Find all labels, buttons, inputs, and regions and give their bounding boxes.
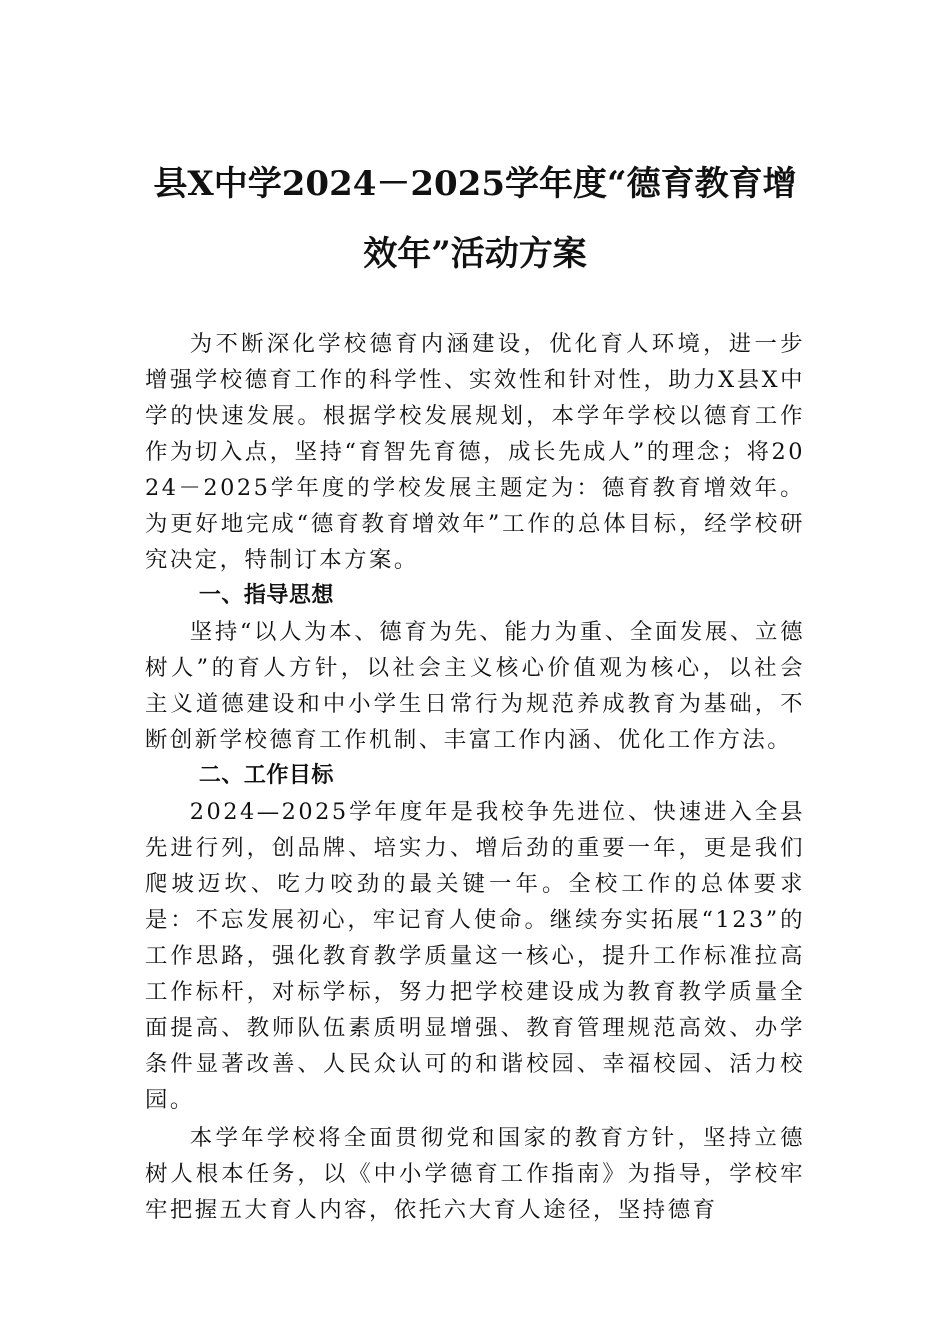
work-goals-paragraph-2: 本学年学校将全面贯彻党和国家的教育方针，坚持立德树人根本任务，以《中小学德育工作指南》为指导，学校牢牢把握五大育人内容，依托六大育人途径，坚持德育 bbox=[145, 1125, 805, 1223]
section-heading-work-goals: 二、工作目标 bbox=[198, 763, 334, 788]
intro-paragraph: 为不断深化学校德育内涵建设，优化育人环境，进一步增强学校德育工作的科学性、实效性和针对性，助力X县X中学的快速发展。根据学校发展规划，本学年学校以德育工作作为切入点，坚持“育智先育德，成长先成人”的理念；将2024－2025学年度的学校发展主题定为：德育教育增效年。为更好地完成“德育教育增效年”工作的总体目标，经学校研究决定，特制订本方案。 bbox=[145, 331, 805, 573]
document-body bbox=[145, 326, 805, 1228]
document-title-line-2: 效年”活动方案 bbox=[363, 234, 587, 274]
guiding-ideology-paragraph: 坚持“以人为本、德育为先、能力为重、全面发展、立德树人”的育人方针，以社会主义核心价值观为核心，以社会主义道德建设和中小学生日常行为规范养成教育为基础，不断创新学校德育工作机制、丰富工作内涵、优化工作方法。 bbox=[145, 619, 805, 753]
section-heading-guiding-ideology: 一、指导思想 bbox=[198, 583, 334, 608]
work-goals-paragraph: 2024—2025学年度年是我校争先进位、快速进入全县先进行列，创品牌、培实力、增后劲的重要一年，更是我们爬坡迈坎、吃力咬劲的最关键一年。全校工作的总体要求是：不忘发展初心，牢记育人使命。继续夯实拓展“123”的工作思路，强化教育教学质量这一核心，提升工作标准拉高工作标杆，对标学标，努力把学校建设成为教育教学质量全面提高、教师队伍素质明显增强、教育管理规范高效、办学条件显著改善、人民众认可的和谐校园、幸福校园、活力校园。 bbox=[145, 799, 805, 1113]
document-title-line-1: 县X中学2024－2025学年度“德育教育增 bbox=[153, 164, 797, 204]
